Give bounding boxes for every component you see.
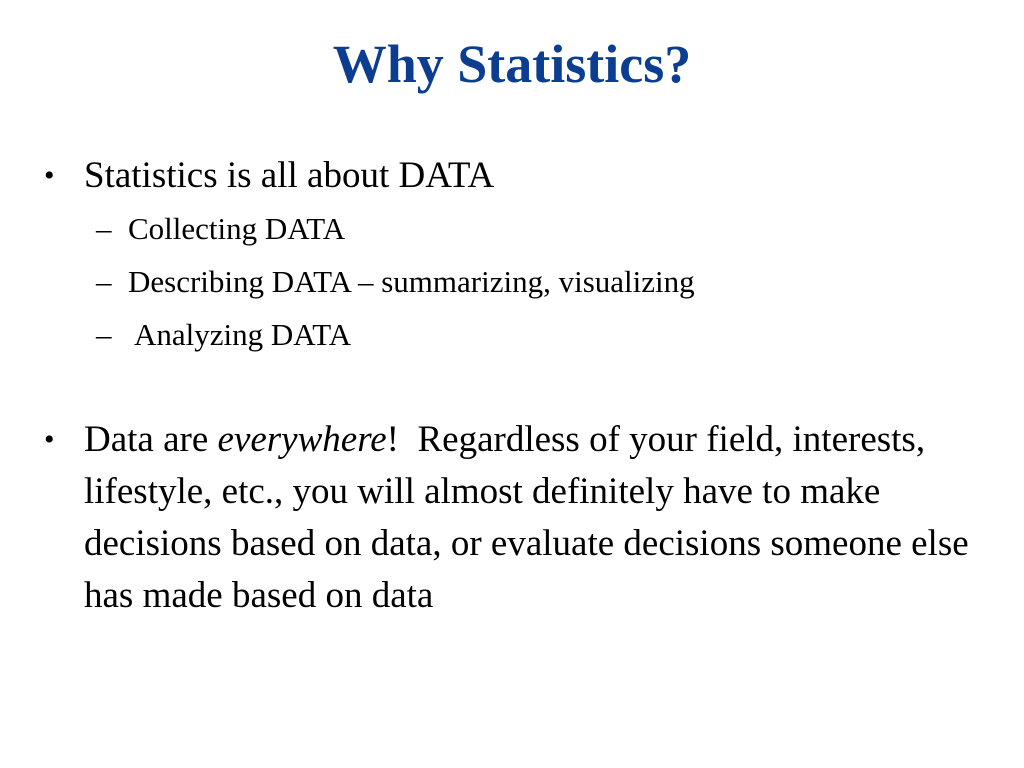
- sub-bullet-list: [44, 202, 1004, 361]
- sub-bullet-text: Analyzing DATA: [128, 317, 352, 352]
- dash-icon: –: [96, 264, 112, 299]
- sub-bullet-item: [44, 255, 1004, 308]
- dash-icon: –: [96, 317, 112, 352]
- sub-bullet-item: [44, 202, 1004, 255]
- bullet-text: Statistics is all about DATA: [84, 155, 495, 196]
- slide-body: [44, 150, 1004, 622]
- bullet-item: [44, 150, 1004, 202]
- sub-bullet-item: [44, 308, 1004, 361]
- slide-title: Why Statistics?: [332, 34, 692, 94]
- bullet-text-after: ! Regardless of your field, interests, lifestyle, etc., you will almost definitely have to make decisions based on data, or evaluate decisions someone else has made based on data: [84, 419, 978, 616]
- bullet-item: [44, 414, 1004, 622]
- sub-bullet-text: Collecting DATA: [128, 211, 346, 246]
- bullet-icon: •: [44, 423, 55, 456]
- spacer: [44, 361, 1004, 414]
- bullet-text-before: Data are: [84, 419, 218, 460]
- bullet-icon: •: [44, 159, 55, 192]
- bullet-text-emphasis: everywhere: [217, 419, 387, 460]
- sub-bullet-text: Describing DATA – summarizing, visualizing: [128, 264, 695, 299]
- bullet-text: [84, 419, 978, 616]
- dash-icon: –: [96, 211, 112, 246]
